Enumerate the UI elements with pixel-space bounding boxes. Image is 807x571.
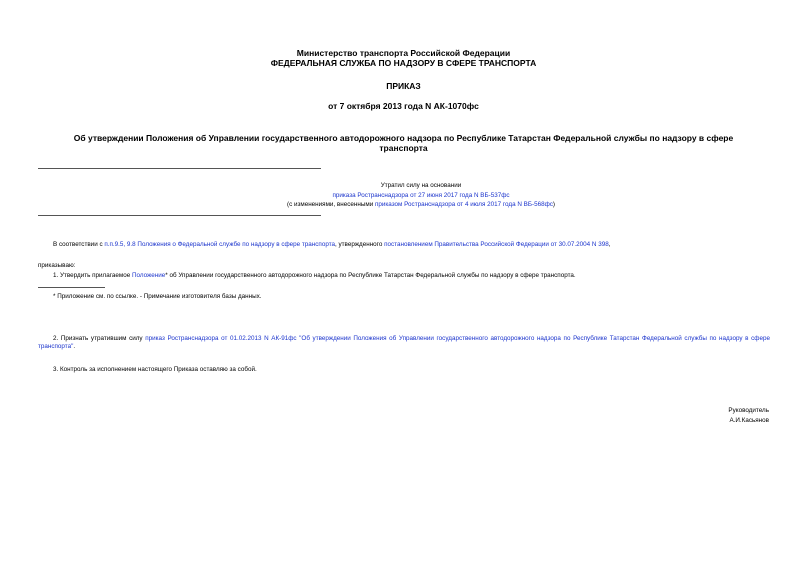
- amendment-note-line: [38, 201, 804, 209]
- order-word: приказываю:: [38, 262, 76, 269]
- signatory-name: А.И.Касьянов: [729, 417, 769, 424]
- status-bottom-divider: [38, 215, 321, 216]
- document-date-number: от 7 октября 2013 года N АК-1070фс: [328, 101, 479, 111]
- regulation-link[interactable]: Положение: [131, 272, 166, 279]
- item1-suffix: * об Управлении государственного автодорожного надзора по Республике Татарстан Федеральной службы по надзору в сфере транспорта.: [165, 272, 576, 279]
- document-title-line1: Об утверждении Положения об Управлении государственного автодорожного надзора по Республике Татарстан Федеральной службы по надзору в сфере: [73, 133, 734, 143]
- service-name: ФЕДЕРАЛЬНАЯ СЛУЖБА ПО НАДЗОРУ В СФЕРЕ ТРАНСПОРТА: [270, 58, 537, 68]
- preamble-prefix: В соответствии с: [53, 241, 105, 248]
- repeal-order-link[interactable]: приказа Ространснадзора от 27 июня 2017 года N ВБ-537фс: [332, 192, 510, 199]
- amendment-note-suffix: ): [552, 201, 556, 208]
- regulation-clauses-link[interactable]: п.п.9.5, 9.8 Положения о Федеральной службе по надзору в сфере транспорта: [104, 241, 336, 248]
- item2-prefix: 2. Признать утратившим силу: [53, 335, 146, 342]
- item1-prefix: 1. Утвердить прилагаемое: [53, 272, 132, 279]
- government-resolution-link[interactable]: постановлением Правительства Российской Федерации от 30.07.2004 N 398: [384, 241, 609, 248]
- footnote-divider: [38, 287, 105, 288]
- ministry-name: Министерство транспорта Российской Федерации: [296, 48, 511, 58]
- signatory-position: Руководитель: [728, 407, 769, 414]
- amendment-order-link[interactable]: приказом Ространснадзора от 4 июля 2017 года N ВБ-568фс: [374, 201, 553, 208]
- order-item-3: 3. Контроль за исполнением настоящего Приказа оставляю за собой.: [53, 366, 257, 373]
- status-top-divider: [38, 168, 321, 169]
- footnote-text: * Приложение см. по ссылке. - Примечание изготовителя базы данных.: [53, 293, 262, 300]
- repeal-note-label: Утратил силу на основании: [380, 182, 462, 189]
- item2-suffix: .: [73, 343, 76, 350]
- order-item-2: [38, 335, 770, 351]
- repealed-order-link[interactable]: приказ Ространснадзора от 01.02.2013 N АК-91фс "Об утверждении Положения об Управлении государственного автодорожного надзора по Республике Татарстан Федеральной службы по надзору в сфере транспорта": [38, 335, 770, 350]
- repeal-note-link-line: [38, 192, 804, 200]
- document-type: ПРИКАЗ: [386, 81, 421, 91]
- preamble-paragraph: [53, 241, 805, 249]
- amendment-note-prefix: (с изменениями, внесенными: [286, 201, 375, 208]
- preamble-middle: , утвержденного: [335, 241, 385, 248]
- order-item-1: [53, 272, 805, 280]
- preamble-suffix: ,: [608, 241, 611, 248]
- document-title-line2: транспорта: [379, 143, 428, 153]
